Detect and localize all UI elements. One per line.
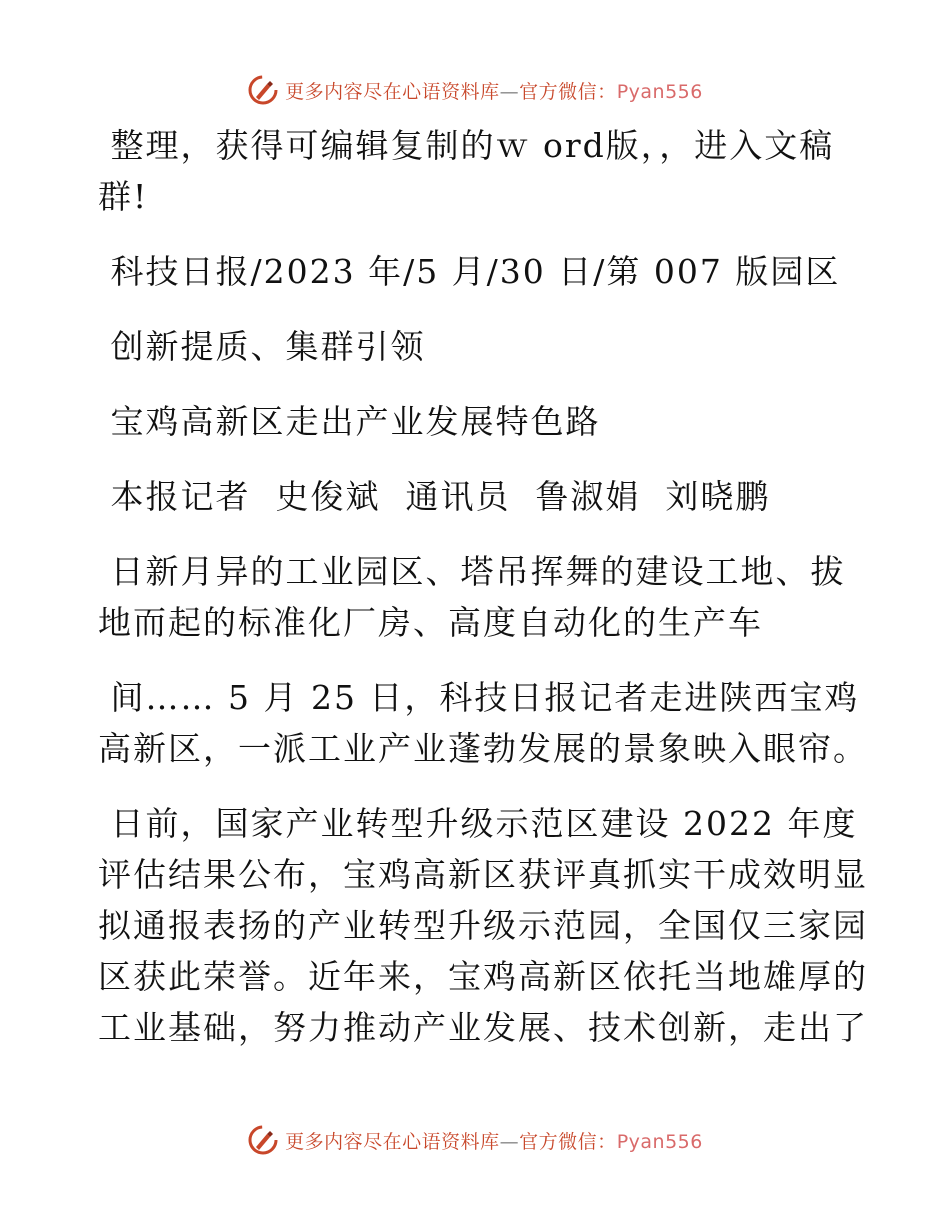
paragraph-source-line bbox=[98, 246, 858, 297]
document-body bbox=[98, 120, 868, 1053]
watermark-dash: — bbox=[499, 80, 520, 103]
paragraph-headline bbox=[98, 321, 858, 372]
text-line: 地而起的标准化厂房、高度自动化的生产车 bbox=[98, 603, 763, 642]
text-line: 区获此荣誉。近年来，宝鸡高新区依托当地雄厚的 bbox=[98, 957, 868, 996]
paragraph-subheadline bbox=[98, 396, 858, 447]
text-line: 工业基础，努力推动产业发展、技术创新，走出了 bbox=[98, 1008, 868, 1047]
pen-logo-icon bbox=[247, 74, 279, 106]
text-line: 日新月异的工业园区、塔吊挥舞的建设工地、拔 bbox=[98, 552, 846, 591]
header-watermark bbox=[0, 70, 950, 110]
text-line: 间…… 5 月 25 日，科技日报记者走进陕西宝鸡 bbox=[98, 678, 860, 717]
watermark-wechat-id: Pyan556 bbox=[616, 80, 703, 103]
watermark-dash: — bbox=[499, 1130, 520, 1153]
text-line: 科技日报/2023 年/5 月/30 日/第 007 版园区 bbox=[98, 252, 841, 291]
text-line: 高新区，一派工业产业蓬勃发展的景象映入眼帘。 bbox=[98, 729, 868, 768]
paragraph bbox=[98, 546, 858, 648]
pen-logo-icon bbox=[247, 1124, 279, 1156]
paragraph bbox=[98, 120, 858, 222]
footer-watermark bbox=[0, 1120, 950, 1160]
paragraph-byline bbox=[98, 471, 858, 522]
watermark-site-name: 更多内容尽在心语资料库 bbox=[285, 1130, 500, 1153]
text-line: 本报记者 史俊斌 通讯员 鲁淑娟 刘晓鹏 bbox=[98, 477, 771, 516]
watermark-wechat-label: 官方微信： bbox=[519, 80, 617, 103]
text-line: 整理，获得可编辑复制的ｗ ord版，，进入文稿 bbox=[98, 126, 835, 165]
watermark-wechat-label: 官方微信： bbox=[519, 1130, 617, 1153]
text-line: 创新提质、集群引领 bbox=[98, 327, 426, 366]
text-line: 拟通报表扬的产业转型升级示范园，全国仅三家园 bbox=[98, 906, 868, 945]
paragraph bbox=[98, 672, 868, 774]
text-line: 群! bbox=[98, 177, 149, 216]
text-line: 宝鸡高新区走出产业发展特色路 bbox=[98, 402, 601, 441]
text-line: 日前，国家产业转型升级示范区建设 2022 年度 bbox=[98, 804, 858, 843]
text-line: 评估结果公布，宝鸡高新区获评真抓实干成效明显 bbox=[98, 855, 868, 894]
watermark-wechat-id: Pyan556 bbox=[616, 1130, 703, 1153]
paragraph bbox=[98, 798, 868, 1053]
watermark-site-name: 更多内容尽在心语资料库 bbox=[285, 80, 500, 103]
